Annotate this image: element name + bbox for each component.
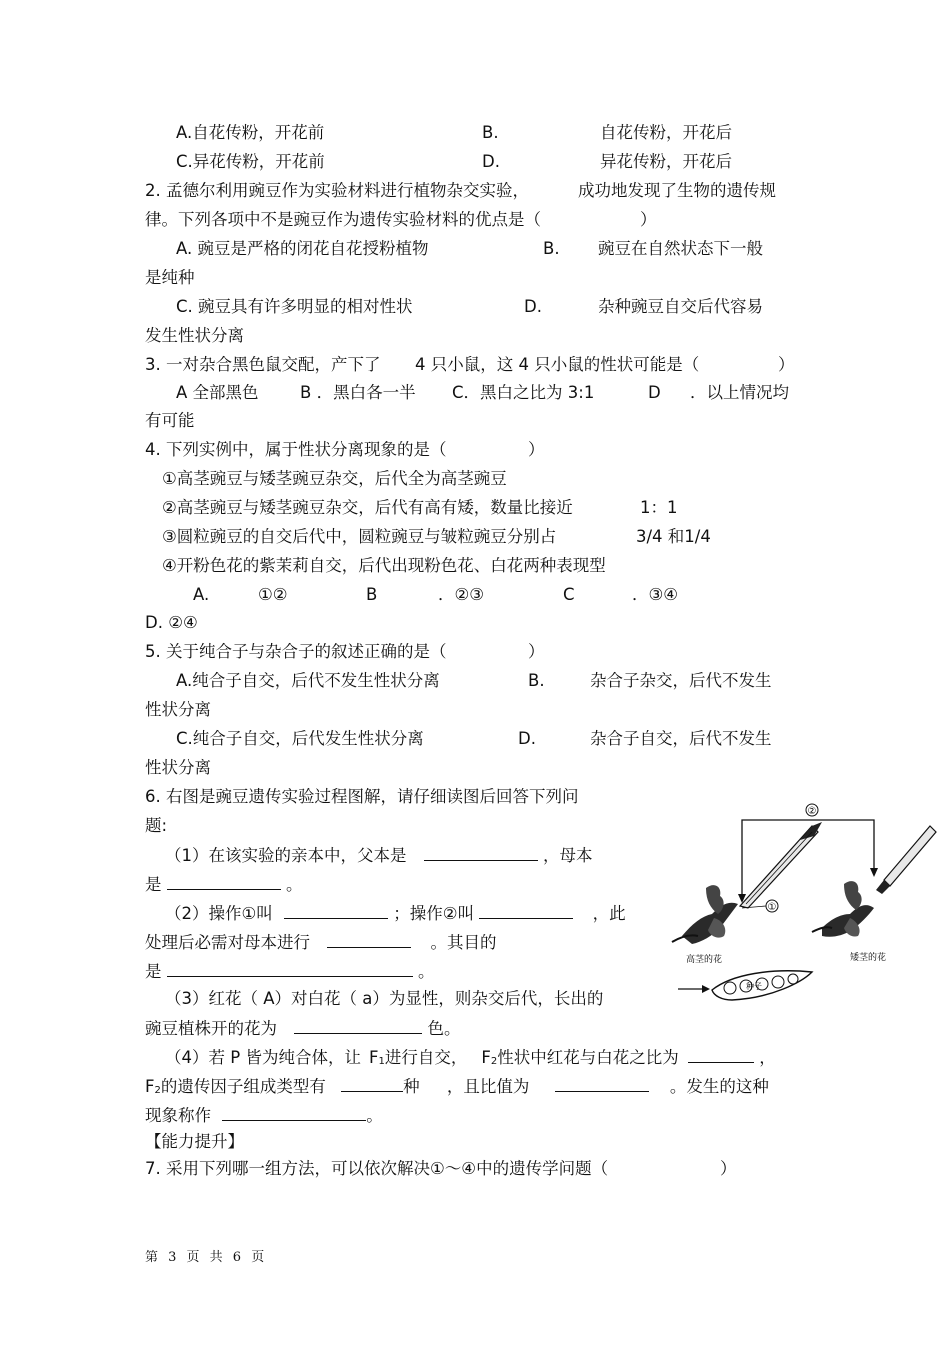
q4-item-2: ②高茎豌豆与矮茎豌豆杂交，后代有高有矮，数量比接近 xyxy=(162,498,573,517)
q4-item-3: ③圆粒豌豆的自交后代中，圆粒豌豆与皱粒豌豆分别占 xyxy=(162,527,557,546)
q5-option-b-text: 杂合子杂交，后代不发生 xyxy=(590,671,772,690)
q2-option-b-letter: B. xyxy=(543,239,560,258)
q7-stem: 7. 采用下列哪一组方法，可以依次解决①～④中的遗传学问题（ xyxy=(145,1159,609,1178)
q6-stem-line1: 6. 右图是豌豆遗传实验过程图解，请仔细读图后回答下列问 xyxy=(145,787,579,806)
q6-blank-purpose[interactable] xyxy=(167,959,413,977)
q5-stem: 5. 关于纯合子与杂合子的叙述正确的是（ xyxy=(145,642,447,661)
q6-part4-line2: $F_2$的遗传因子组成类型有 种 ，且比值为 。发生的这种 xyxy=(145,1074,769,1102)
q1-option-c: C.异花传粉，开花前 xyxy=(176,152,325,171)
q1-option-b-letter: B. xyxy=(482,123,499,142)
q6-blank-treatment[interactable] xyxy=(327,930,411,948)
q2-stem-line1a: 2. 孟德尔利用豌豆作为实验材料进行植物杂交实验， xyxy=(145,181,529,200)
q3-option-d-letter: D xyxy=(648,383,661,402)
q3-option-b: B ．黑白各一半 xyxy=(300,383,416,402)
q6-part2-text-c: ，此 xyxy=(592,904,626,923)
q4-option-d: D. ②④ xyxy=(145,613,198,632)
q6-part2-text-f: 是 xyxy=(145,962,162,981)
q6-part4-text-g: ，且比值为 xyxy=(446,1077,530,1096)
operation-1-marker: ① xyxy=(767,902,777,913)
q1-option-a: A.自花传粉，开花前 xyxy=(176,123,325,142)
q6-part4-text-i: 现象称作 xyxy=(145,1106,211,1125)
q3-option-c: C．黑白之比为 3:1 xyxy=(452,383,595,402)
q6-part4-text-j: 。 xyxy=(366,1106,383,1125)
q7-stem-end: ） xyxy=(720,1159,737,1178)
q6-part2-line2 xyxy=(145,930,497,954)
tweezers-icon xyxy=(740,822,822,908)
q6-part3-line1: （3）红花（ A）对白花（ a）为显性，则杂交后代，长出的 xyxy=(165,989,604,1008)
q2-option-d-text: 杂种豌豆自交后代容易 xyxy=(598,297,763,316)
q6-part4-text-a: （4）若 P 皆为纯合体，让 xyxy=(165,1048,361,1067)
q6-part2-text-e: 。其目的 xyxy=(430,933,497,952)
q6-part2-text-g: 。 xyxy=(418,962,435,981)
q3-stem-a: 3. 一对杂合黑色鼠交配，产下了 xyxy=(145,355,381,374)
q4-stem-end: ） xyxy=(528,440,545,459)
q6-part4-line1: （4）若 P 皆为纯合体，让 $F_1$进行自交， $F_2$性状中红花与白花之比为 ， xyxy=(165,1045,776,1073)
q5-option-d-letter: D. xyxy=(518,729,536,748)
q6-part1-line2 xyxy=(145,872,303,896)
q4-stem: 4. 下列实例中，属于性状分离现象的是（ xyxy=(145,440,447,459)
q5-option-c: C.纯合子自交，后代发生性状分离 xyxy=(176,729,424,748)
q6-blank-female-parent[interactable] xyxy=(167,872,281,890)
q5-option-b-letter: B. xyxy=(528,671,545,690)
q3-option-d-text: ．以上情况均 xyxy=(690,383,789,402)
q6-part2-line3 xyxy=(145,959,435,983)
q6-part2-text-d: 处理后必需对母本进行 xyxy=(145,933,310,952)
q2-option-d-cont: 发生性状分离 xyxy=(145,326,244,345)
pea-experiment-figure xyxy=(662,796,940,1006)
q6-part1-text-c: 是 xyxy=(145,875,162,894)
q1-option-b-text: 自花传粉，开花后 xyxy=(600,123,732,142)
q6-part2-text-a: （2）操作①叫 xyxy=(165,904,273,923)
q3-option-a: A 全部黑色 xyxy=(176,383,259,402)
q2-stem-line1b: 成功地发现了生物的遗传规 xyxy=(578,181,776,200)
q1-option-d-letter: D. xyxy=(482,152,500,171)
q5-option-d-text: 杂合子自交，后代不发生 xyxy=(590,729,772,748)
q2-option-d-letter: D. xyxy=(524,297,542,316)
q6-part4-text-h: 。发生的这种 xyxy=(669,1077,769,1096)
q6-blank-operation-1[interactable] xyxy=(284,901,388,919)
q5-option-d-cont: 性状分离 xyxy=(145,758,211,777)
label-short-stem-flower: 矮茎的花 xyxy=(850,953,887,963)
q6-part1-line1 xyxy=(165,843,593,867)
q2-option-b-cont: 是纯种 xyxy=(145,268,195,287)
q4-item-2-ratio: 1：1 xyxy=(640,498,678,517)
q6-part2-line1 xyxy=(165,901,626,925)
q4-item-1: ①高茎豌豆与矮茎豌豆杂交，后代全为高茎豌豆 xyxy=(162,469,507,488)
q2-option-a: A. 豌豆是严格的闭花自花授粉植物 xyxy=(176,239,429,258)
q6-blank-genotype-count[interactable] xyxy=(341,1074,403,1092)
q3-option-d-cont: 有可能 xyxy=(145,411,195,430)
q2-stem-line2: 律。下列各项中不是豌豆作为遗传实验材料的优点是（ xyxy=(145,210,541,229)
q2-option-b-text: 豌豆在自然状态下一般 xyxy=(598,239,763,258)
q6-part3-text-c: 色。 xyxy=(427,1019,461,1038)
section-heading: 【能力提升】 xyxy=(145,1132,244,1151)
q4-option-b-letter: B xyxy=(366,585,378,604)
short-stem-flower-icon xyxy=(812,881,874,937)
q6-part4-text-e2: 的遗传因子组成类型有 xyxy=(160,1077,326,1096)
q6-blank-male-parent[interactable] xyxy=(424,843,538,861)
q6-part4-text-c: 性状中红花与白花之比为 xyxy=(497,1048,679,1067)
q6-part3-line2 xyxy=(145,1016,461,1040)
q6-part4-line3 xyxy=(145,1103,383,1127)
q6-part2-text-b: ；操作②叫 xyxy=(393,904,475,923)
q4-item-4: ④开粉色花的紫茉莉自交，后代出现粉色花、白花两种表现型 xyxy=(162,556,606,575)
q6-blank-phenomenon[interactable] xyxy=(222,1103,366,1121)
q6-part4-text-b: 进行自交， xyxy=(384,1048,468,1067)
operation-2-marker: ② xyxy=(807,806,817,817)
q4-item-3-ratio: 3/4 和1/4 xyxy=(636,527,711,546)
q6-blank-ratio-red-white[interactable] xyxy=(688,1045,754,1063)
q6-part4-text-d: ， xyxy=(759,1048,776,1067)
q4-option-a-letter: A. xyxy=(193,585,210,604)
q4-option-b-text: ．②③ xyxy=(438,585,485,604)
q4-option-a-text: ①② xyxy=(258,585,288,604)
q6-blank-genotype-ratio[interactable] xyxy=(555,1074,649,1092)
q6-part1-text-a: （1）在该实验的亲本中，父本是 xyxy=(165,846,407,865)
q6-blank-flower-color[interactable] xyxy=(294,1016,422,1034)
q6-stem-line2: 题: xyxy=(145,816,168,835)
q6-part1-text-b: ，母本 xyxy=(543,846,593,865)
pea-pod-label: 种子 xyxy=(746,982,762,991)
tall-stem-flower-icon xyxy=(672,885,738,944)
q6-part4-text-f: 种 xyxy=(403,1077,420,1096)
brush-icon xyxy=(876,826,936,894)
q6-blank-operation-2[interactable] xyxy=(479,901,573,919)
q5-option-b-cont: 性状分离 xyxy=(145,700,211,719)
operation-2-arrow-right xyxy=(870,868,878,877)
q2-stem-line2-end: ） xyxy=(640,210,657,229)
q5-option-a: A.纯合子自交，后代不发生性状分离 xyxy=(176,671,440,690)
label-tall-stem-flower: 高茎的花 xyxy=(686,955,723,965)
q4-option-c-letter: C xyxy=(563,585,575,604)
pea-pod-icon xyxy=(678,971,812,1000)
q3-stem-b: 4 只小鼠，这 4 只小鼠的性状可能是（ xyxy=(415,355,700,374)
q6-part1-text-d: 。 xyxy=(286,875,303,894)
q3-stem-end: ） xyxy=(778,355,795,374)
page-footer: 第 3 页 共 6 页 xyxy=(145,1250,268,1265)
q4-option-c-text: ．③④ xyxy=(632,585,679,604)
q5-stem-end: ） xyxy=(528,642,545,661)
q1-option-d-text: 异花传粉，开花后 xyxy=(600,152,732,171)
q6-part3-text-b: 豌豆植株开的花为 xyxy=(145,1019,277,1038)
q2-option-c: C. 豌豆具有许多明显的相对性状 xyxy=(176,297,413,316)
